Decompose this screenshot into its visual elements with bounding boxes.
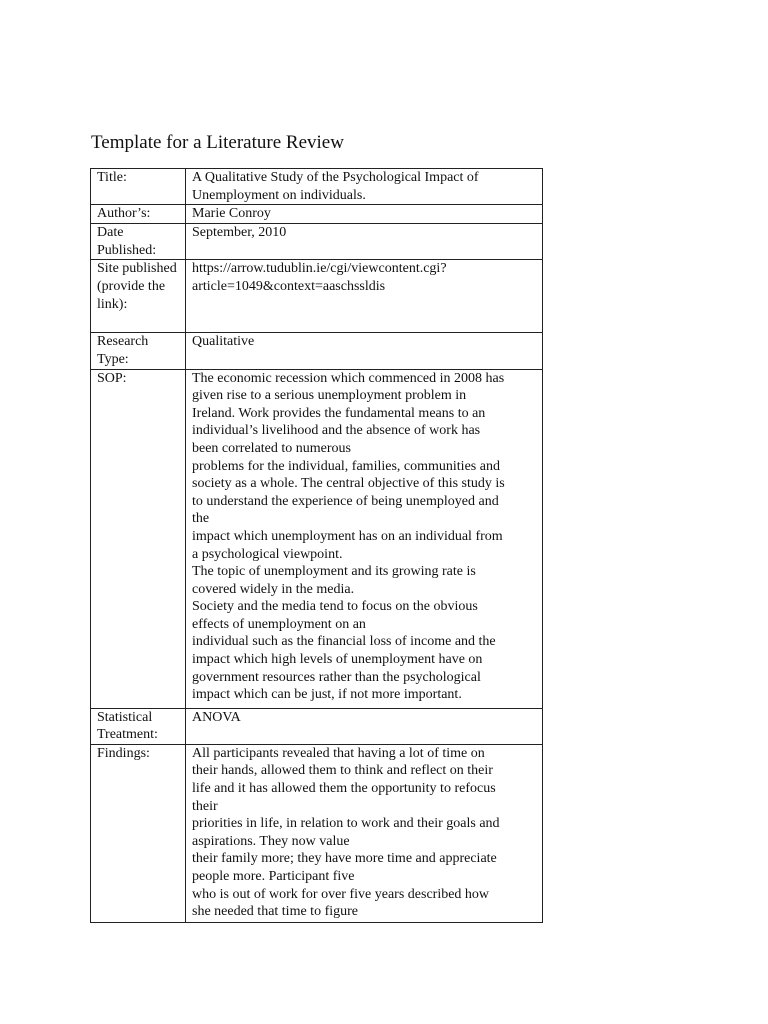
row-value-sop (186, 369, 543, 708)
row-label-authors (91, 205, 186, 224)
value-line: aspirations. They now value (192, 833, 350, 849)
row-value-statistical-treatment (186, 708, 543, 744)
row-label-research-type (91, 333, 186, 369)
label-text: SOP: (97, 370, 127, 386)
value-line: priorities in life, in relation to work and their goals and (192, 816, 500, 832)
table-row-research-type (91, 333, 543, 369)
label-line: Research (97, 334, 149, 350)
label-text: Title: (97, 170, 127, 185)
value-line: individual such as the financial loss of income and the (192, 634, 496, 650)
value-line: been correlated to numerous (192, 440, 351, 456)
row-label-title (91, 169, 186, 205)
table-row-findings (91, 744, 543, 922)
label-line: published (122, 261, 177, 277)
value-line: impact which can be just, if not more important. (192, 687, 462, 703)
value-line: life and it has allowed them the opportunity to refocus (192, 780, 496, 796)
row-value-site-published (186, 260, 543, 333)
label-line: link): (97, 296, 128, 312)
page-title: Template for a Literature Review (91, 132, 344, 153)
value-line: Marie Conroy (192, 206, 271, 222)
row-value-date-published (186, 224, 543, 260)
value-line: society as a whole. The central objective of this study is (192, 476, 505, 492)
table-row-authors (91, 205, 543, 224)
row-label-statistical-treatment (91, 708, 186, 744)
site-link-line[interactable]: article=1049&context=aaschssldis (192, 278, 386, 294)
value-line: she needed that time to figure (192, 904, 358, 920)
value-line: a psychological viewpoint. (192, 546, 343, 562)
value-line: impact which high levels of unemployment have on (192, 652, 483, 668)
value-line: people more. Participant five (192, 868, 355, 884)
table-row-site-published (91, 260, 543, 333)
value-line: problems for the individual, families, communities and (192, 458, 500, 474)
label-text: Author’s: (97, 206, 151, 222)
value-line: All participants revealed that having a lot of time on (192, 745, 485, 761)
value-line: Qualitative (192, 334, 255, 350)
label-line: Treatment: (97, 727, 158, 743)
row-value-findings (186, 744, 543, 922)
value-line: Ireland. Work provides the fundamental means to an (192, 405, 486, 421)
value-line: ANOVA (192, 709, 241, 725)
value-line: their family more; they have more time and appreciate (192, 851, 497, 867)
table-row-statistical-treatment (91, 708, 543, 744)
value-line: effects of unemployment on an (192, 616, 366, 632)
row-label-date-published (91, 224, 186, 260)
label-line: Date (97, 225, 124, 241)
value-line: impact which unemployment has on an individual from (192, 528, 503, 544)
value-line: Society and the media tend to focus on the obvious (192, 599, 478, 615)
row-value-title (186, 169, 543, 205)
row-label-findings (91, 744, 186, 922)
value-line: their (192, 798, 218, 814)
label-text: Findings: (97, 745, 150, 761)
value-line: government resources rather than the psychological (192, 669, 481, 685)
value-line: the (192, 511, 210, 527)
table-row-sop (91, 369, 543, 708)
site-link-line[interactable]: https://arrow.tudublin.ie/cgi/viewcontent.cgi? (192, 261, 447, 277)
value-line: covered widely in the media. (192, 581, 355, 597)
value-line: who is out of work for over five years described how (192, 886, 490, 902)
label-line: Site (97, 261, 119, 277)
label-line: (provide the (97, 278, 166, 294)
label-line: Type: (97, 351, 129, 367)
table-row-title (91, 169, 543, 205)
row-label-site-published (91, 260, 186, 333)
value-line: The topic of unemployment and its growing rate is (192, 564, 476, 580)
value-line: given rise to a serious unemployment problem in (192, 388, 467, 404)
row-value-research-type (186, 333, 543, 369)
value-line: The economic recession which commenced in 2008 has (192, 370, 505, 386)
value-line: A Qualitative Study of the Psychological Impact of (192, 170, 479, 185)
literature-review-table (90, 168, 543, 923)
row-label-sop (91, 369, 186, 708)
table-row-date-published (91, 224, 543, 260)
value-line: September, 2010 (192, 225, 287, 241)
value-line: their hands, allowed them to think and reflect on their (192, 763, 493, 779)
value-line: to understand the experience of being unemployed and (192, 493, 499, 509)
label-line: Published: (97, 242, 157, 258)
row-value-authors (186, 205, 543, 224)
label-line: Statistical (97, 709, 153, 725)
value-line: Unemployment on individuals. (192, 187, 366, 203)
value-line: individual’s livelihood and the absence of work has (192, 423, 481, 439)
